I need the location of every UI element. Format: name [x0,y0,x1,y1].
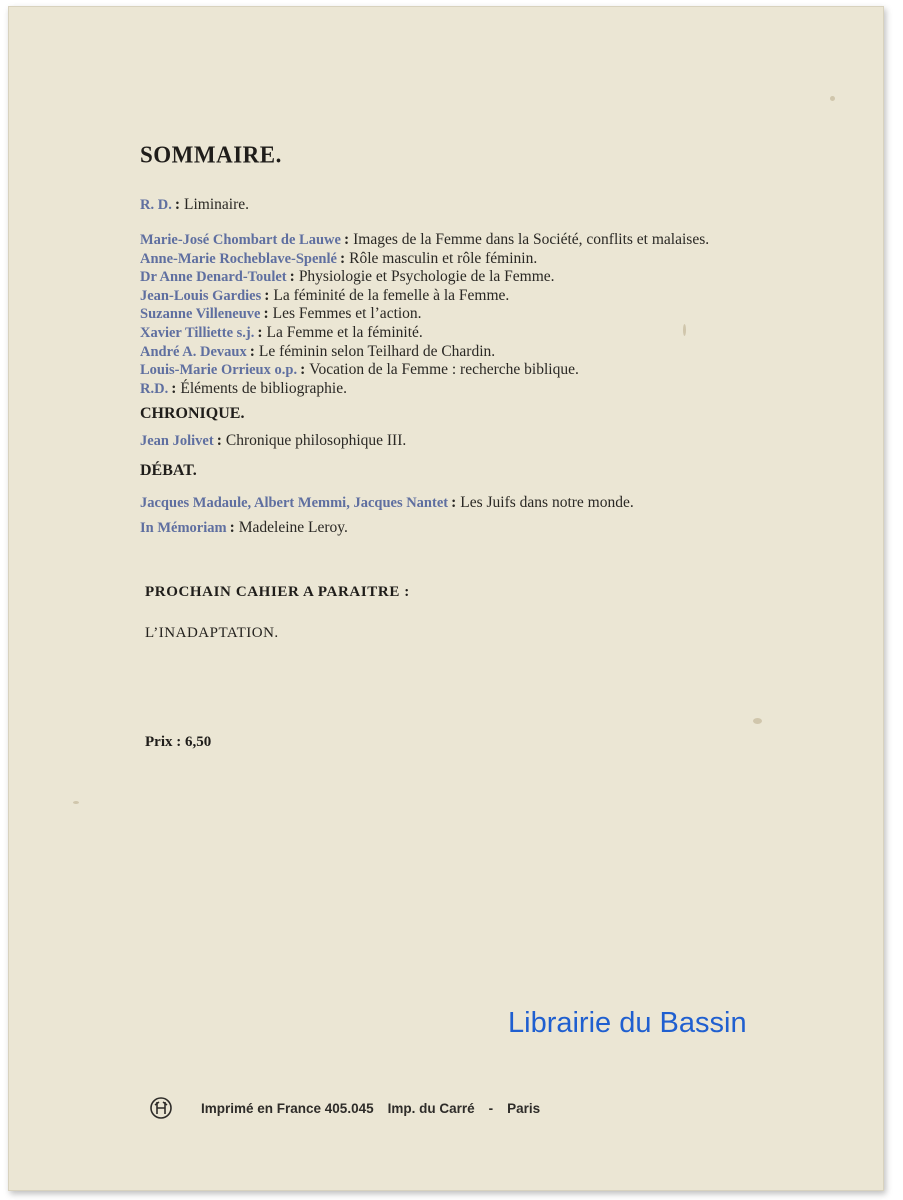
entry-separator: : [343,231,350,248]
entry-separator: : [174,196,180,213]
toc-entry [140,287,709,306]
toc-entry [140,515,634,540]
liminaire-entry [140,196,249,215]
entry-title: Éléments de bibliographie. [180,379,347,397]
entry-author: Jean Jolivet [140,433,214,449]
entry-title: Physiologie et Psychologie de la Femme. [298,268,555,286]
toc-entry [140,250,709,269]
entry-author: Suzanne Villeneuve [140,306,261,323]
debat-list [140,490,634,540]
chronique-list [140,432,406,451]
paper-stain [753,718,762,724]
toc-entry [140,343,709,362]
entry-separator: : [171,379,177,397]
entry-author: Jacques Madaule, Albert Memmi, Jacques Nantet [140,495,449,511]
entry-title: La Femme et la féminité. [266,323,423,341]
entry-title: Les Femmes et l’action. [272,305,422,323]
entry-title: Vocation de la Femme : recherche biblique. [309,361,579,379]
back-cover-page [8,6,884,1191]
toc-entry [140,305,709,324]
next-issue-label: PROCHAIN CAHIER A PARAITRE : [145,584,410,600]
entry-author: Jean-Louis Gardies [140,287,262,304]
imprint-printer: Imp. du Carré [387,1100,475,1116]
entry-title: Rôle masculin et rôle féminin. [349,249,538,267]
entry-title: Chronique philosophique III. [225,432,407,449]
toc-entry [140,196,249,215]
entry-author: Xavier Tilliette s.j. [140,324,255,341]
entry-separator: : [289,268,295,286]
entry-title: Les Juifs dans notre monde. [460,494,634,511]
entry-separator: : [263,305,269,323]
entry-separator: : [257,323,263,341]
entry-author: Dr Anne Denard-Toulet [140,269,287,286]
sommaire-title: SOMMAIRE. [140,141,282,168]
entry-author: R.D. [140,380,169,397]
entry-author: Anne-Marie Rocheblave-Spenlé [140,250,337,267]
price-label: Prix : 6,50 [145,734,212,750]
entry-title: La féminité de la femelle à la Femme. [273,286,510,304]
entry-author: André A. Devaux [140,343,247,360]
entry-title: Madeleine Leroy. [238,519,348,536]
entry-title: Le féminin selon Teilhard de Chardin. [258,342,496,360]
entry-separator: : [451,494,457,511]
entry-separator: : [216,432,222,449]
toc-entry [140,432,406,451]
imprint-dash: - [488,1100,494,1116]
entry-author: R. D. [140,197,172,213]
debat-heading: DÉBAT. [140,462,197,479]
entry-separator: : [249,342,255,360]
printer-imprint [149,1095,554,1121]
paper-stain [830,96,835,101]
entry-separator: : [300,361,306,379]
chronique-heading: CHRONIQUE. [140,405,245,422]
imprint-country: Imprimé en France 405.045 [201,1100,374,1116]
next-issue-theme: L’INADAPTATION. [145,625,279,641]
bookseller-watermark: Librairie du Bassin [508,1007,747,1039]
imprint-city: Paris [507,1100,541,1116]
entry-author: In Mémoriam [140,520,227,536]
entry-author: Louis-Marie Orrieux o.p. [140,362,298,379]
entry-title: Images de la Femme dans la Société, conflits et malaises. [353,231,710,248]
entry-author: Marie-José Chombart de Lauwe [140,232,341,248]
entry-separator: : [264,286,270,304]
toc-entry [140,231,709,250]
toc-entry [140,490,634,515]
articles-list [140,231,709,398]
entry-title: Liminaire. [184,196,249,213]
entry-separator: : [229,519,235,536]
toc-entry [140,380,709,399]
paper-stain [73,801,79,804]
toc-entry [140,268,709,287]
toc-entry [140,324,709,343]
toc-entry [140,361,709,380]
printer-logo-icon [149,1096,173,1120]
entry-separator: : [339,249,346,267]
